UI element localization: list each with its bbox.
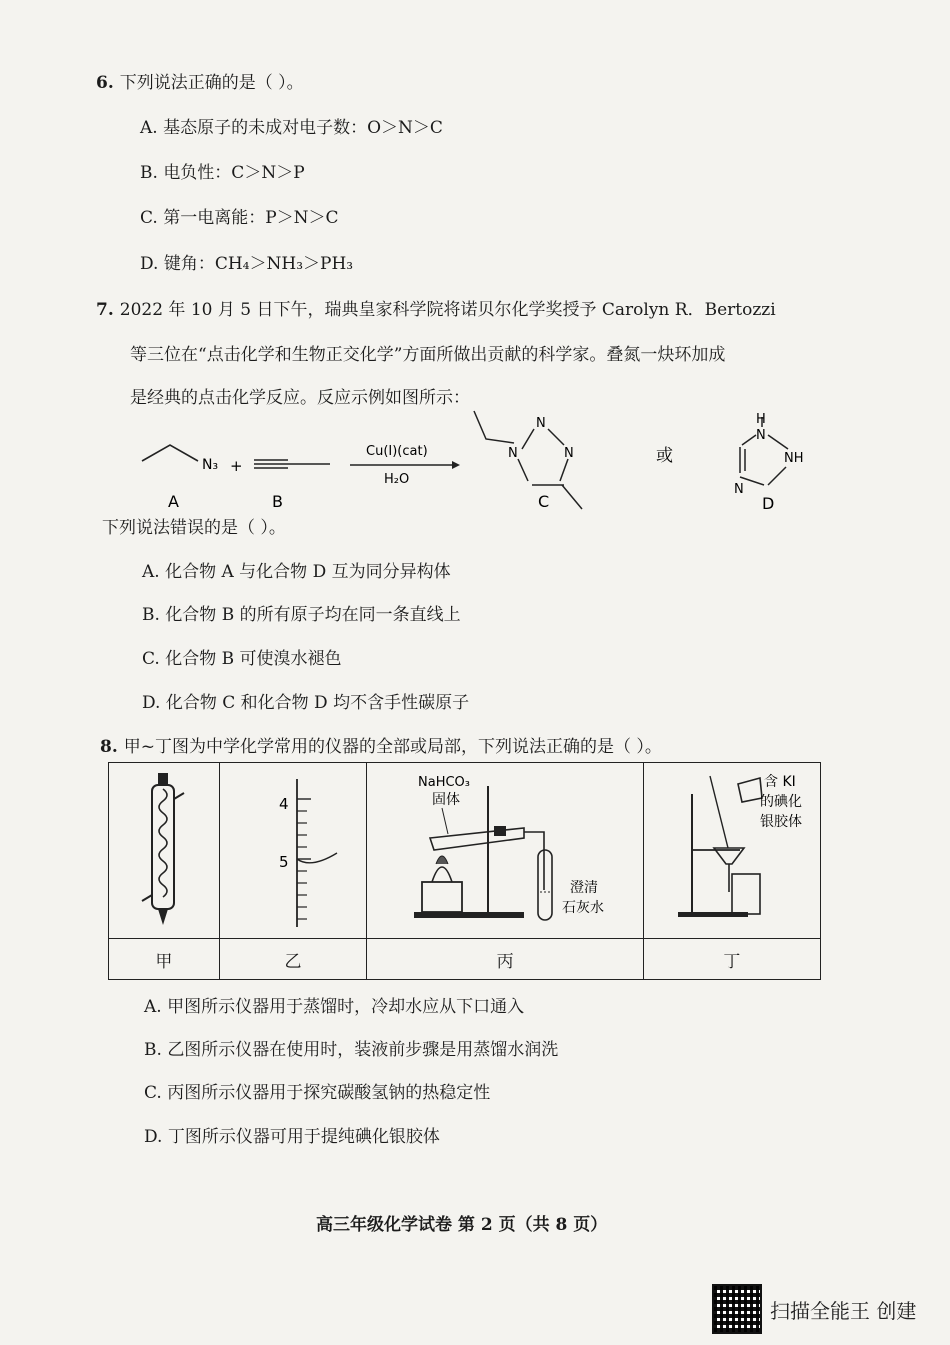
question-6-stem: 6. 下列说法正确的是（ ）。 [96,73,304,93]
svg-text:NH: NH [784,451,804,466]
plus-sign: + [230,457,243,475]
svg-text:N: N [508,446,518,461]
svg-text:5: 5 [279,852,289,871]
figure-ding [643,763,820,939]
scanner-watermark [712,1284,916,1334]
figure-bing [367,763,643,939]
svg-text:H: H [756,412,766,427]
q8-option-c: C. 丙图所示仪器用于探究碳酸氢钠的热稳定性 [144,1083,491,1103]
page-footer: 高三年级化学试卷 第 2 页（共 8 页） [316,1215,608,1235]
q6-option-d: D. 键角：CH₄＞NH₃＞PH₃ [140,254,354,274]
label-d: D [762,494,775,513]
label-a: A [168,492,179,511]
svg-text:石灰水: 石灰水 [562,899,605,916]
label-b: B [272,492,283,511]
svg-text:NaHCO₃: NaHCO₃ [418,774,471,790]
q6-option-c: C. 第一电离能：P＞N＞C [140,208,339,228]
question-7-line1: 7. 2022 年 10 月 5 日下午，瑞典皇家科学院将诺贝尔化学奖授予 Carolyn R．Bertozzi [96,300,776,320]
catalyst-label: Cu(I)(cat) [366,444,428,459]
question-7-line3: 是经典的点击化学反应。反应示例如图所示： [130,388,470,408]
q7-option-a: A. 化合物 A 与化合物 D 互为同分异构体 [142,562,451,582]
qr-code-icon [712,1284,762,1334]
solvent-label: H₂O [384,472,410,487]
heating-apparatus-icon [374,764,636,934]
svg-text:银胶体: 银胶体 [759,813,802,830]
label-c: C [538,492,550,511]
svg-text:N: N [536,416,546,431]
caption-yi: 乙 [219,939,367,980]
watermark-text: 扫描全能王 创建 [770,1298,917,1323]
q6-option-a: A. 基态原子的未成对电子数：O＞N＞C [140,118,443,138]
compound-a-structure [142,445,218,473]
svg-text:固体: 固体 [432,791,461,808]
svg-text:澄清: 澄清 [570,879,599,896]
caption-ding: 丁 [643,939,820,980]
compound-b-structure [254,460,330,468]
question-7-line2: 等三位在“点击化学和生物正交化学”方面所做出贡献的科学家。叠氮一炔环加成 [130,345,726,365]
q6-option-b: B. 电负性：C＞N＞P [140,163,305,183]
or-text: 或 [656,446,673,466]
svg-text:的碘化: 的碘化 [759,793,802,810]
q7-option-d: D. 化合物 C 和化合物 D 均不含手性碳原子 [142,693,470,713]
q8-option-a: A. 甲图所示仪器用于蒸馏时，冷却水应从下口通入 [144,997,525,1017]
q7-option-b: B. 化合物 B 的所有原子均在同一条直线上 [142,605,461,625]
question-8-stem: 8. 甲~丁图为中学化学常用的仪器的全部或局部，下列说法正确的是（ ）。 [100,737,662,757]
azide-group-text: N₃ [202,457,219,473]
svg-text:N: N [734,482,744,497]
caption-jia: 甲 [109,939,220,980]
svg-text:N: N [756,428,766,443]
question-7-stem: 下列说法错误的是（ ）。 [102,518,286,538]
condenser-icon [134,769,194,929]
svg-text:含 KI: 含 KI [763,773,796,790]
q8-option-b: B. 乙图所示仪器在使用时，装液前步骤是用蒸馏水润洗 [144,1040,559,1060]
reaction-scheme [128,405,828,515]
figure-jia [109,763,220,939]
burette-icon [233,769,353,929]
q8-option-d: D. 丁图所示仪器可用于提纯碘化银胶体 [144,1127,440,1147]
apparatus-table [108,762,821,980]
caption-bing: 丙 [367,939,643,980]
svg-text:N: N [564,446,574,461]
q7-option-c: C. 化合物 B 可使溴水褪色 [142,649,342,669]
svg-text:4: 4 [279,794,289,813]
figure-yi [219,763,367,939]
filtration-apparatus-icon [652,764,812,934]
